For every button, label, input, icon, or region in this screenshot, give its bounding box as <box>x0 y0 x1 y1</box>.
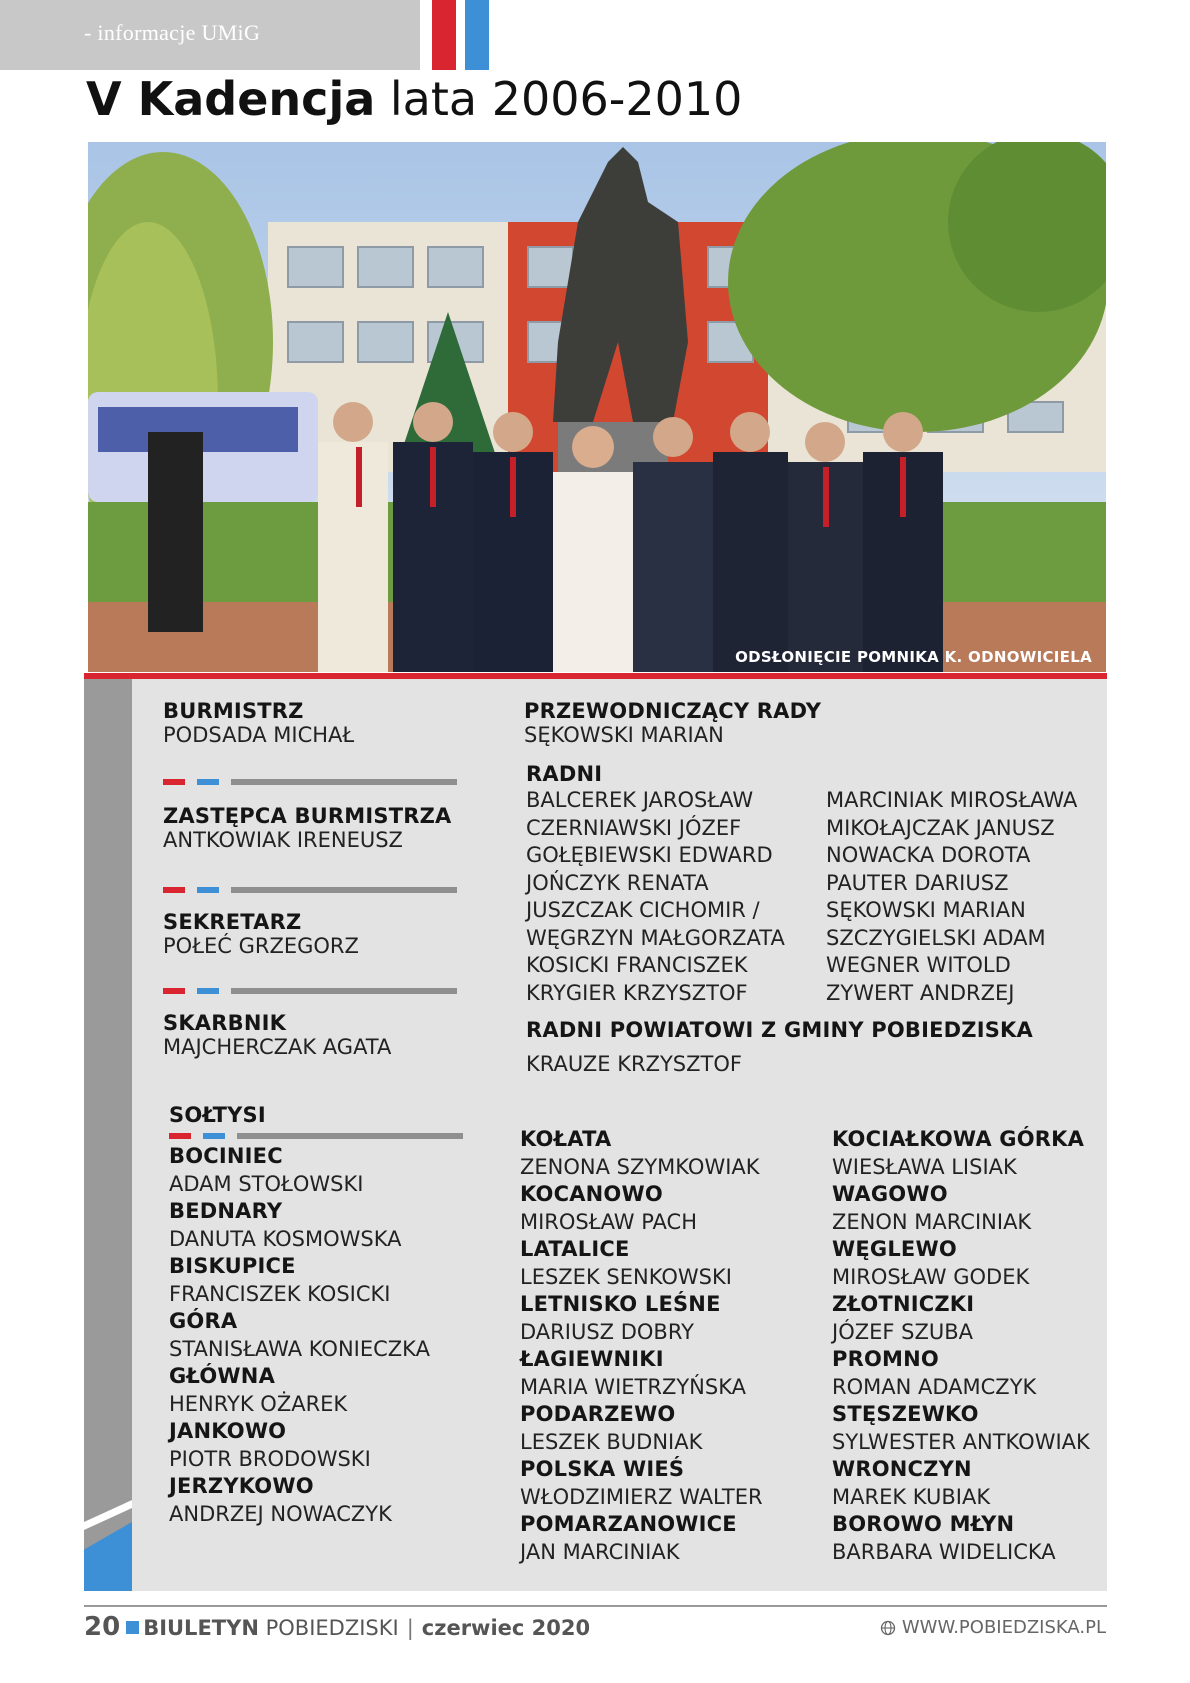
list-item: NOWACKA DOROTA <box>826 843 1031 867</box>
section-label: - informacje UMiG <box>84 20 261 45</box>
soltys-name: ROMAN ADAMCZYK <box>832 1374 1037 1399</box>
footer-publication <box>84 1612 590 1642</box>
village-name: JERZYKOWO <box>169 1474 314 1498</box>
soltys-name: FRANCISZEK KOSICKI <box>169 1281 391 1306</box>
soltys-name: STANISŁAWA KONIECZKA <box>169 1336 430 1361</box>
list-item <box>832 1511 1090 1566</box>
radni-heading-block <box>526 762 602 786</box>
divider <box>163 779 457 785</box>
village-name: BEDNARY <box>169 1199 283 1223</box>
list-item <box>520 1511 763 1566</box>
radni-powiatowi-title: RADNI POWIATOWI Z GMINY POBIEDZISKA <box>526 1018 1033 1042</box>
village-name: JANKOWO <box>169 1419 287 1443</box>
radni-list-col2 <box>826 787 1077 1007</box>
list-item <box>169 1363 430 1418</box>
village-name: LETNISKO LEŚNE <box>520 1292 721 1316</box>
council-chair-name: SĘKOWSKI MARIAN <box>524 723 724 747</box>
list-item <box>520 1181 763 1236</box>
divider <box>163 887 457 893</box>
village-name: POLSKA WIEŚ <box>520 1457 685 1481</box>
village-name: LATALICE <box>520 1237 630 1261</box>
soltys-name: JÓZEF SZUBA <box>832 1319 973 1344</box>
footer-rule <box>84 1605 1107 1607</box>
list-item: GOŁĘBIEWSKI EDWARD <box>526 843 773 867</box>
village-name: GŁÓWNA <box>169 1364 276 1388</box>
list-item: WĘGRZYN MAŁGORZATA <box>526 925 785 950</box>
divider <box>163 988 457 994</box>
issue-date: czerwiec 2020 <box>421 1616 591 1640</box>
village-name: BISKUPICE <box>169 1254 296 1278</box>
list-item: ZYWERT ANDRZEJ <box>826 980 1015 1005</box>
official-title: SEKRETARZ <box>163 910 302 934</box>
soltys-name: JAN MARCINIAK <box>520 1539 680 1564</box>
official-name: PODSADA MICHAŁ <box>163 723 355 747</box>
village-name: PROMNO <box>832 1347 939 1371</box>
list-item: KRYGIER KRZYSZTOF <box>526 980 748 1005</box>
list-item <box>520 1401 763 1456</box>
list-item: JOŃCZYK RENATA <box>526 870 709 895</box>
village-name: WRONCZYN <box>832 1457 972 1481</box>
soltys-name: ANDRZEJ NOWACZYK <box>169 1501 392 1526</box>
list-item <box>169 1473 430 1528</box>
list-item <box>169 1198 430 1253</box>
official-title: ZASTĘPCA BURMISTRZA <box>163 804 452 828</box>
list-item <box>832 1181 1090 1236</box>
list-item: BALCEREK JAROSŁAW <box>526 788 754 812</box>
soltys-name: ZENON MARCINIAK <box>832 1209 1032 1234</box>
page-title-bold: V Kadencja <box>86 72 376 126</box>
official-name: MAJCHERCZAK AGATA <box>163 1035 392 1059</box>
village-name: KOCIAŁKOWA GÓRKA <box>832 1127 1085 1151</box>
list-item <box>832 1346 1090 1401</box>
list-item <box>520 1236 763 1291</box>
soltys-name: MARIA WIETRZYŃSKA <box>520 1374 746 1399</box>
soltysi-heading-block <box>169 1103 266 1127</box>
list-item: CZERNIAWSKI JÓZEF <box>526 815 742 840</box>
soltys-name: DARIUSZ DOBRY <box>520 1319 694 1344</box>
page-number: 20 <box>84 1612 121 1642</box>
village-name: ZŁOTNICZKI <box>832 1292 975 1316</box>
list-item <box>169 1253 430 1308</box>
soltys-name: PIOTR BRODOWSKI <box>169 1446 371 1471</box>
publication-name-bold: BIULETYN <box>143 1616 259 1640</box>
list-item <box>169 1308 430 1363</box>
soltys-name: LESZEK BUDNIAK <box>520 1429 703 1454</box>
soltysi-title: SOŁTYSI <box>169 1103 266 1127</box>
soltysi-list-col1 <box>169 1143 430 1528</box>
village-name: KOCANOWO <box>520 1182 663 1206</box>
radni-powiatowi-name: KRAUZE KRZYSZTOF <box>526 1052 742 1076</box>
village-name: ŁAGIEWNIKI <box>520 1347 664 1371</box>
website-link[interactable]: WWW.POBIEDZISKA.PL <box>901 1617 1106 1638</box>
divider <box>169 1133 463 1139</box>
list-item: JUSZCZAK CICHOMIR / <box>526 898 760 922</box>
soltys-name: ADAM STOŁOWSKI <box>169 1171 364 1196</box>
publication-name-regular: POBIEDZISKI <box>265 1616 399 1640</box>
list-item <box>520 1291 763 1346</box>
list-item <box>832 1456 1090 1511</box>
official-name: POŁEĆ GRZEGORZ <box>163 934 359 958</box>
footer-separator: | <box>406 1616 414 1640</box>
list-item: MARCINIAK MIROSŁAWA <box>826 788 1078 812</box>
soltys-name: MIROSŁAW PACH <box>520 1209 697 1234</box>
village-name: PODARZEWO <box>520 1402 676 1426</box>
list-item <box>520 1456 763 1511</box>
village-name: WAGOWO <box>832 1182 948 1206</box>
soltys-name: MIROSŁAW GODEK <box>832 1264 1030 1289</box>
square-bullet-icon <box>126 1621 139 1634</box>
list-item <box>832 1291 1090 1346</box>
village-name: BOROWO MŁYN <box>832 1512 1015 1536</box>
globe-icon <box>880 1620 896 1641</box>
list-item: PAUTER DARIUSZ <box>826 870 1009 895</box>
official-title: BURMISTRZ <box>163 699 304 723</box>
list-item <box>832 1236 1090 1291</box>
page-title <box>86 72 742 126</box>
list-item: SĘKOWSKI MARIAN <box>826 898 1026 922</box>
official-sekretarz <box>163 910 359 958</box>
list-item <box>169 1418 430 1473</box>
council-chair-title: PRZEWODNICZĄCY RADY <box>524 699 822 723</box>
group-photo <box>88 142 1106 672</box>
official-name: ANTKOWIAK IRENEUSZ <box>163 828 403 852</box>
village-name: KOŁATA <box>520 1127 612 1151</box>
soltys-name: DANUTA KOSMOWSKA <box>169 1226 402 1251</box>
list-item: KOSICKI FRANCISZEK <box>526 953 748 977</box>
soltysi-list-col2 <box>520 1126 763 1566</box>
soltys-name: MAREK KUBIAK <box>832 1484 991 1509</box>
soltysi-list-col3 <box>832 1126 1090 1566</box>
soltys-name: WŁODZIMIERZ WALTER <box>520 1484 763 1509</box>
council-chair <box>524 699 821 747</box>
flag-red-stripe <box>432 0 456 70</box>
list-item: MIKOŁAJCZAK JANUSZ <box>826 815 1055 840</box>
list-item: WEGNER WITOLD <box>826 953 1011 977</box>
list-item <box>169 1143 430 1198</box>
list-item: SZCZYGIELSKI ADAM <box>826 925 1046 950</box>
section-header-band <box>0 0 420 70</box>
village-name: POMARZANOWICE <box>520 1512 737 1536</box>
village-name: WĘGLEWO <box>832 1237 957 1261</box>
village-name: GÓRA <box>169 1309 238 1333</box>
official-title: SKARBNIK <box>163 1011 287 1035</box>
official-zastepca <box>163 804 451 852</box>
list-item <box>832 1126 1090 1181</box>
soltys-name: BARBARA WIDELICKA <box>832 1539 1056 1564</box>
official-burmistrz <box>163 699 354 747</box>
soltys-name: WIESŁAWA LISIAK <box>832 1154 1017 1179</box>
soltys-name: HENRYK OŻAREK <box>169 1391 348 1416</box>
radni-list-col1 <box>526 787 785 1007</box>
village-name: STĘSZEWKO <box>832 1402 979 1426</box>
village-name: BOCINIEC <box>169 1144 283 1168</box>
list-item <box>832 1401 1090 1456</box>
photo-caption: ODSŁONIĘCIE POMNIKA K. ODNOWICIELA <box>735 648 1092 666</box>
panel-left-bar <box>84 679 132 1591</box>
official-skarbnik <box>163 1011 391 1059</box>
list-item <box>520 1126 763 1181</box>
flag-blue-stripe <box>465 0 489 70</box>
radni-title: RADNI <box>526 762 603 786</box>
page-title-light: lata 2006-2010 <box>389 72 743 126</box>
soltys-name: LESZEK SENKOWSKI <box>520 1264 732 1289</box>
group-photo-illustration <box>88 142 1106 672</box>
radni-powiatowi <box>526 1018 1033 1076</box>
list-item <box>520 1346 763 1401</box>
soltys-name: SYLWESTER ANTKOWIAK <box>832 1429 1090 1454</box>
soltys-name: ZENONA SZYMKOWIAK <box>520 1154 760 1179</box>
footer-website <box>880 1617 1106 1641</box>
